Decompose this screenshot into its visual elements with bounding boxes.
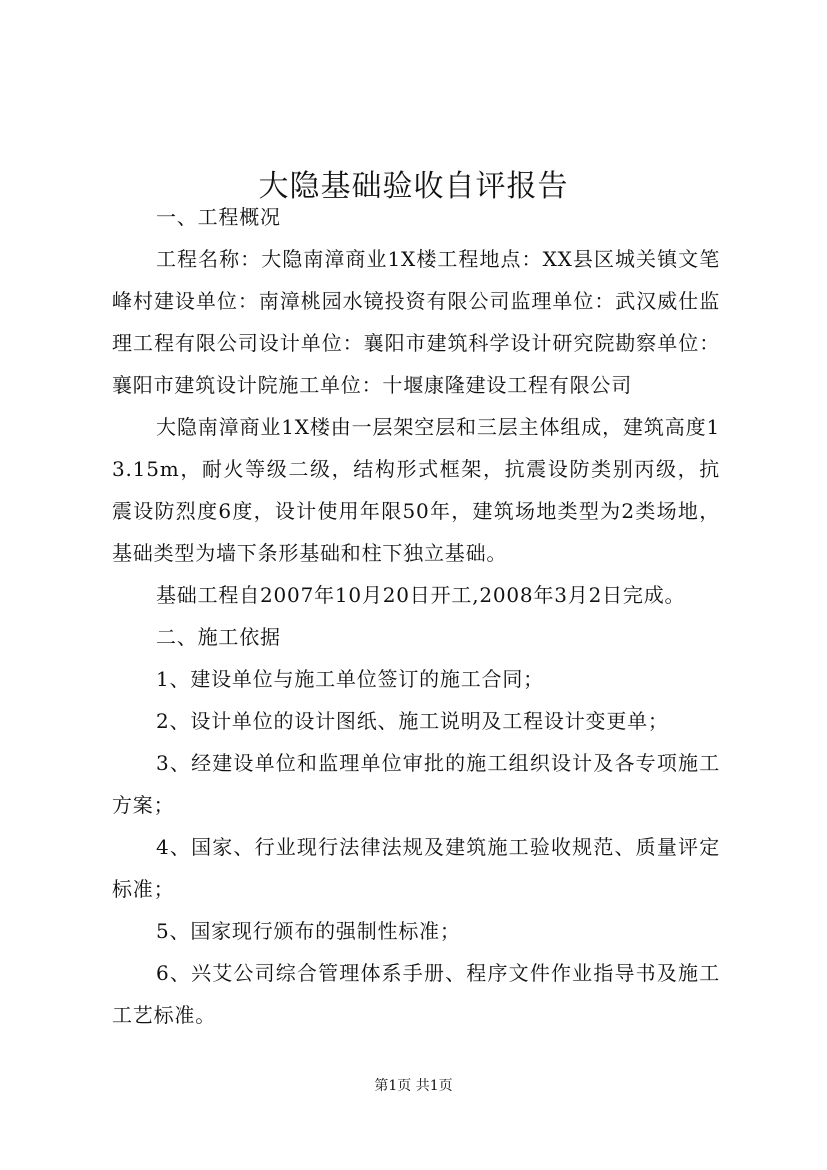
paragraph-construction-dates: 基础工程自2007年10月20日开工,2008年3月2日完成。 bbox=[156, 583, 686, 607]
paragraph-building-description: 大隐南漳商业1X楼由一层架空层和三层主体组成，建筑高度13.15m，耐火等级二级，结构形式框架，抗震设防类别丙级，抗震设防烈度6度，设计使用年限50年，建筑场地类型为2类场地，基础类型为墙下条形基础和柱下独立基础。 bbox=[112, 415, 720, 565]
page-footer: 第1页 共1页 bbox=[374, 1078, 453, 1094]
list-item-basis-5: 5、国家现行颁布的强制性标准； bbox=[156, 919, 461, 943]
document-body bbox=[112, 196, 720, 1036]
document-title: 大隐基础验收自评报告 bbox=[258, 169, 569, 205]
list-item-basis-4: 4、国家、行业现行法律法规及建筑施工验收规范、质量评定标准； bbox=[112, 835, 720, 901]
paragraph-project-info: 工程名称：大隐南漳商业1X楼工程地点：XX县区城关镇文笔峰村建设单位：南漳桃园水镜投资有限公司监理单位：武汉威仕监理工程有限公司设计单位：襄阳市建筑科学设计研究院勘察单位：襄阳市建筑设计院施工单位：十堰康隆建设工程有限公司 bbox=[112, 247, 720, 397]
list-item-basis-3: 3、经建设单位和监理单位审批的施工组织设计及各专项施工方案； bbox=[112, 751, 720, 817]
list-item-basis-6: 6、兴艾公司综合管理体系手册、程序文件作业指导书及施工工艺标准。 bbox=[112, 961, 720, 1027]
list-item-basis-2: 2、设计单位的设计图纸、施工说明及工程设计变更单； bbox=[156, 709, 669, 733]
list-item-basis-1: 1、建设单位与施工单位签订的施工合同； bbox=[156, 667, 544, 691]
section-heading-basis: 二、施工依据 bbox=[156, 625, 281, 649]
section-heading-overview: 一、工程概况 bbox=[156, 205, 281, 229]
